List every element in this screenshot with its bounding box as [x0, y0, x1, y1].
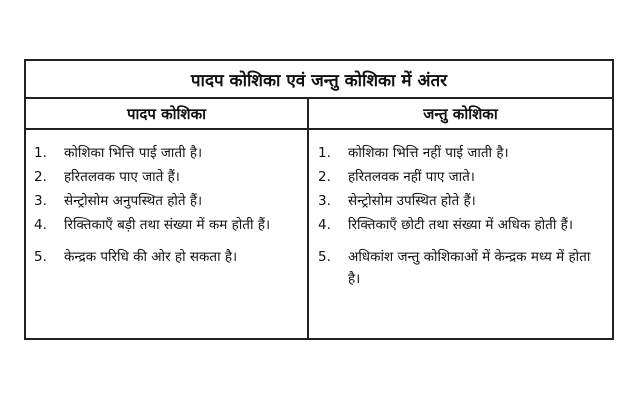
item-number: 4. — [318, 217, 331, 233]
table-title-row — [26, 61, 612, 99]
item-number: 3. — [34, 193, 47, 209]
item-number: 2. — [34, 169, 47, 185]
item-text: रिक्तिकाएँ बड़ी तथा संख्या में कम होती हैं। — [64, 217, 271, 233]
item-text: रिक्तिकाएँ छोटी तथा संख्या में अधिक होती हैं। — [348, 217, 573, 233]
item-number: 5. — [318, 249, 331, 265]
animal-item-4 — [318, 214, 606, 236]
item-number: 1. — [34, 145, 47, 161]
item-text: सेन्ट्रोसोम उपस्थित होते हैं। — [348, 193, 476, 209]
animal-item-3 — [318, 190, 606, 212]
item-number: 4. — [34, 217, 47, 233]
plant-item-1 — [34, 142, 302, 164]
plant-item-3 — [34, 190, 302, 212]
item-text: कोशिका भित्ति नहीं पाई जाती है। — [348, 145, 509, 161]
item-text: सेन्ट्रोसोम अनुपस्थित होते हैं। — [64, 193, 203, 209]
item-text: केन्द्रक परिधि की ओर हो सकता है। — [64, 249, 238, 265]
plant-item-4 — [34, 214, 302, 236]
animal-item-1 — [318, 142, 606, 164]
item-text: हरितलवक पाए जाते हैं। — [64, 169, 180, 185]
item-number: 5. — [34, 249, 47, 265]
item-text: हरितलवक नहीं पाए जाते। — [348, 169, 475, 185]
plant-item-5 — [34, 246, 302, 268]
column-divider — [307, 99, 309, 338]
column-header-plant-cell: पादप कोशिका — [126, 104, 206, 123]
animal-cell-list — [318, 142, 606, 292]
comparison-table — [24, 59, 614, 340]
plant-cell-list — [34, 142, 302, 270]
table-header-row — [26, 99, 612, 130]
plant-item-2 — [34, 166, 302, 188]
item-text: अधिकांश जन्तु कोशिकाओं में केन्द्रक मध्य में होता है। — [348, 249, 591, 287]
column-header-animal-cell: जन्तु कोशिका — [423, 104, 498, 123]
table-title: पादप कोशिका एवं जन्तु कोशिका में अंतर — [190, 70, 448, 91]
item-number: 3. — [318, 193, 331, 209]
item-number: 1. — [318, 145, 331, 161]
animal-item-5 — [318, 246, 606, 290]
animal-item-2 — [318, 166, 606, 188]
item-text: कोशिका भित्ति पाई जाती है। — [64, 145, 203, 161]
item-number: 2. — [318, 169, 331, 185]
